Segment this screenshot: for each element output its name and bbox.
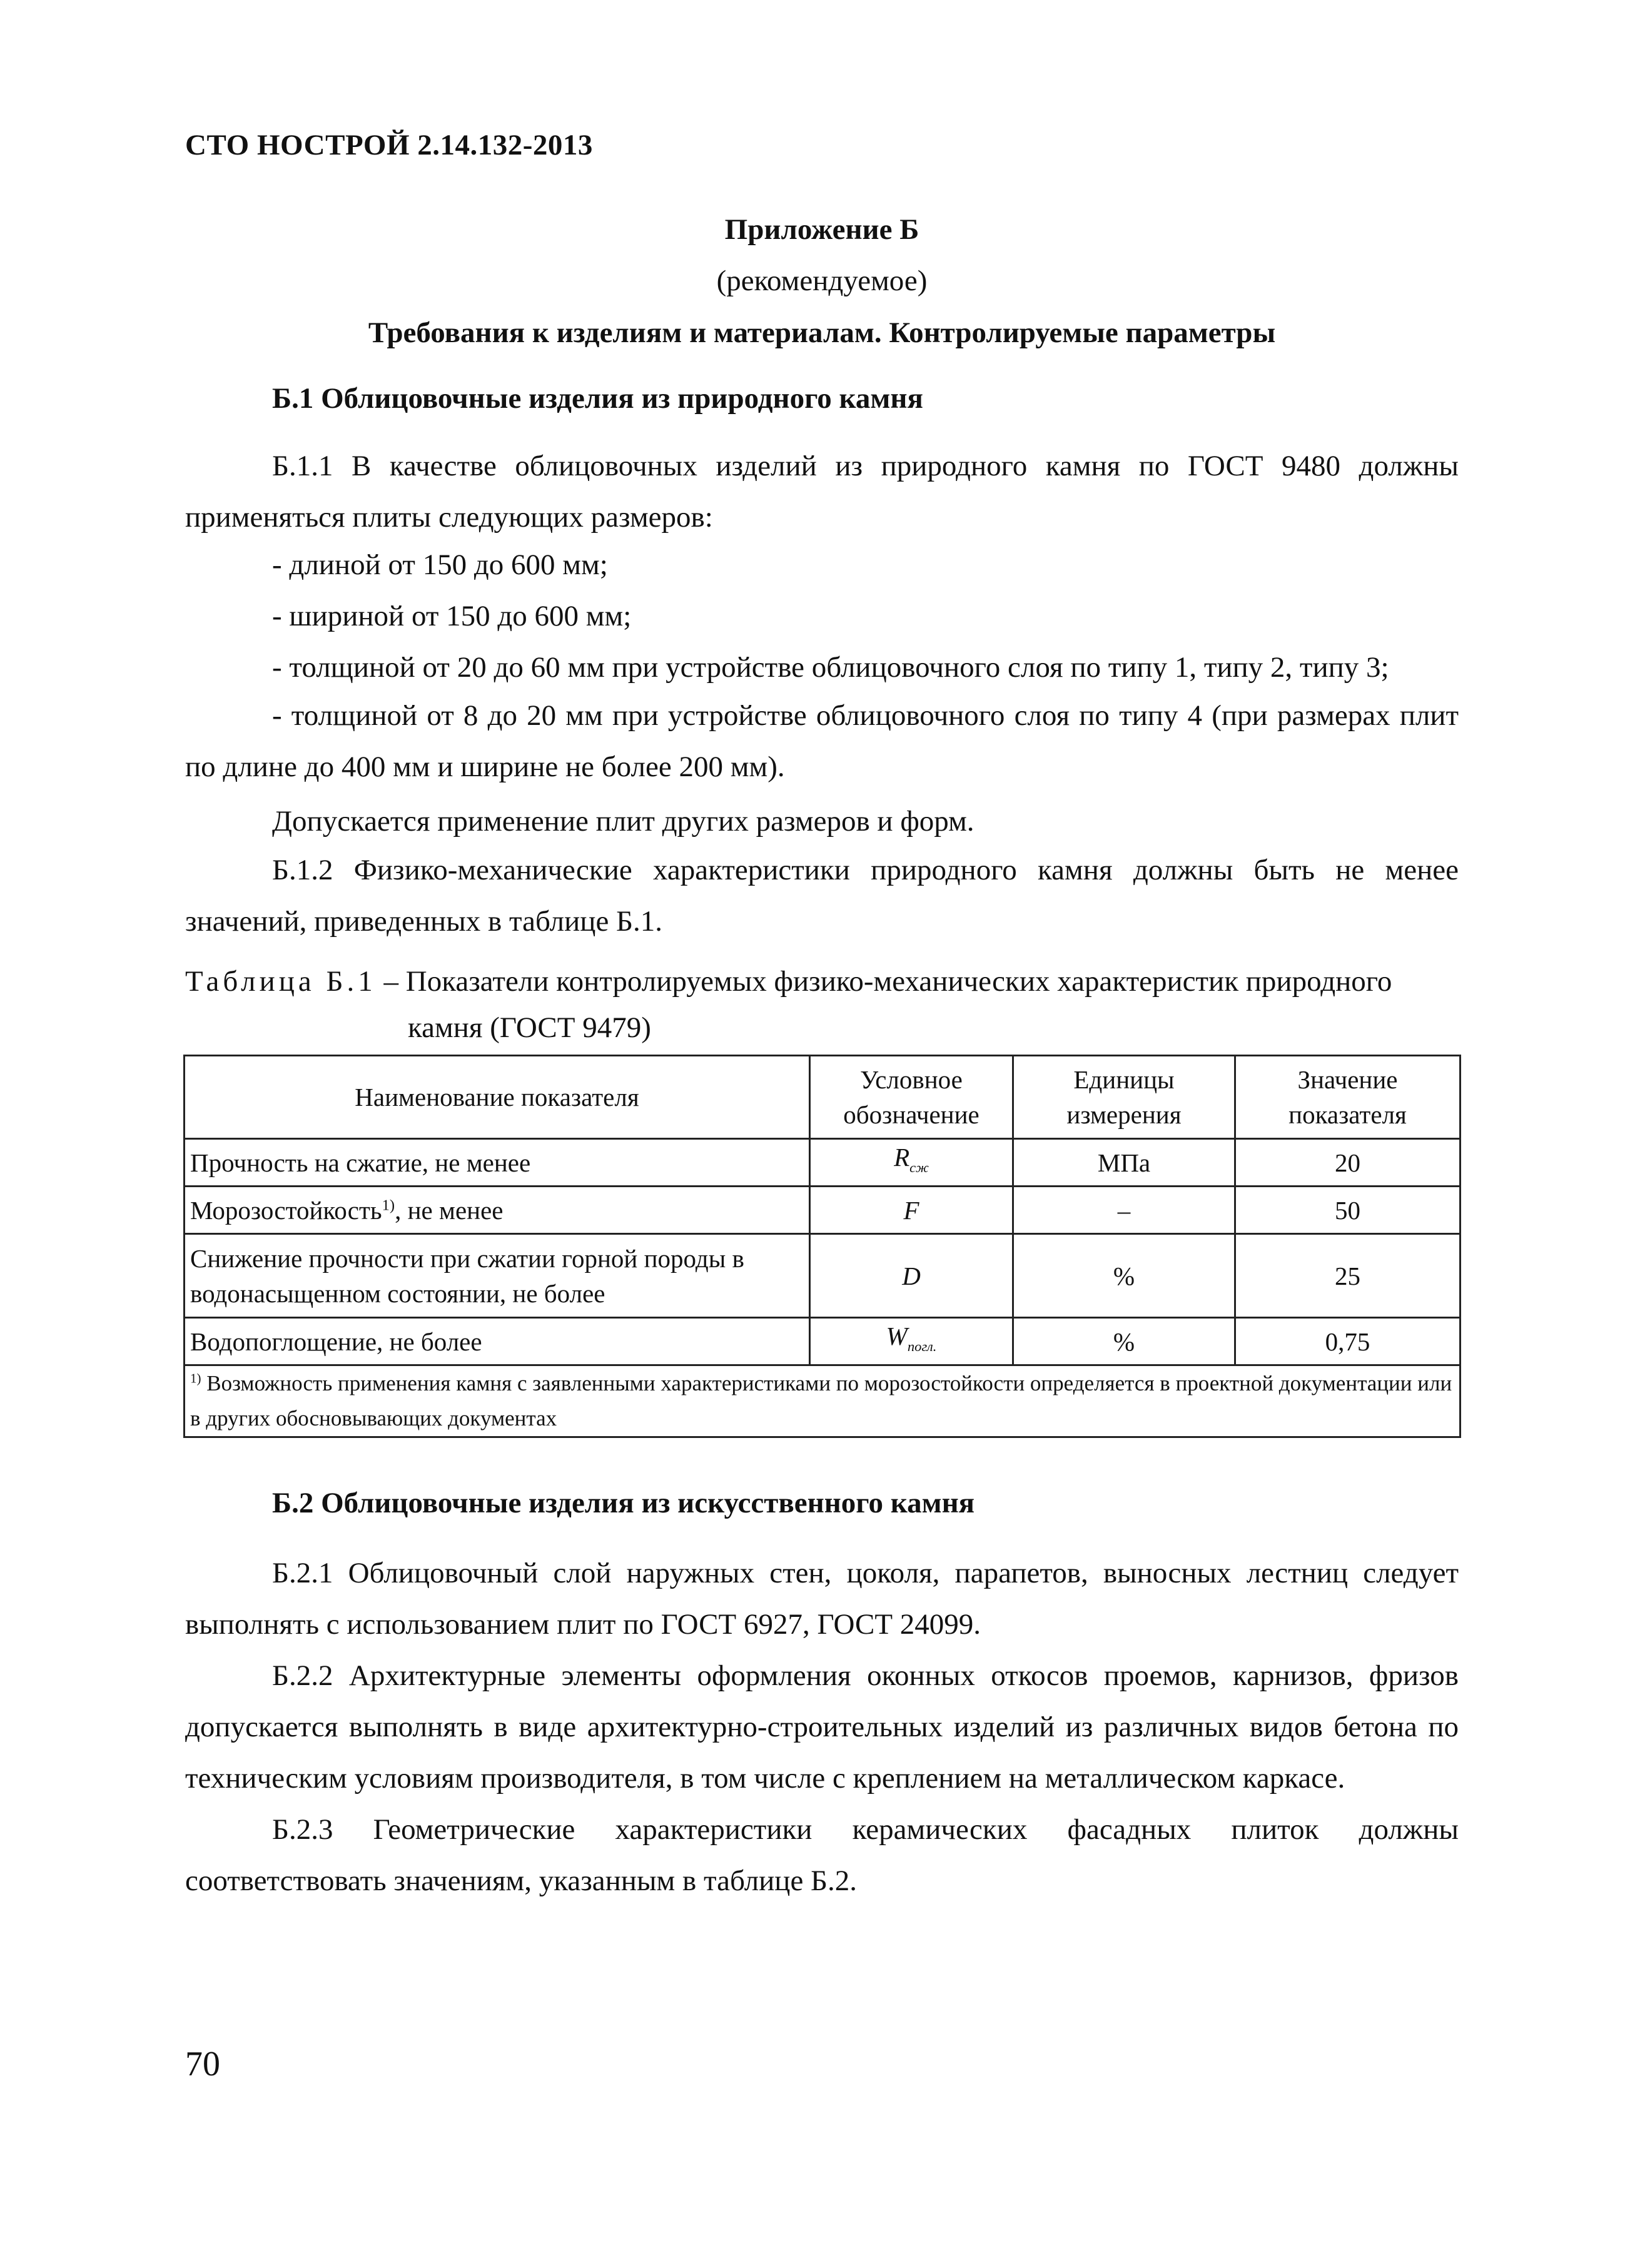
row-value: 20: [1235, 1139, 1460, 1187]
row-name: Прочность на сжатие, не менее: [185, 1139, 810, 1187]
list-item-width: - шириной от 150 до 600 мм;: [272, 600, 632, 632]
table-row: [185, 1187, 1460, 1234]
row-unit: %: [1013, 1318, 1235, 1365]
paragraph-b1-1: Б.1.1 В качестве облицовочных изделий из природного камня по ГОСТ 9480 должны применяться плиты следующих размеров:: [185, 450, 1459, 534]
section-b2-title: Б.2 Облицовочные изделия из искусственного камня: [272, 1487, 975, 1519]
header-cell-value: Значение показателя: [1235, 1056, 1460, 1139]
document-code-header: СТО НОСТРОЙ 2.14.132-2013: [185, 129, 593, 161]
list-item-length: - длиной от 150 до 600 мм;: [272, 549, 608, 581]
page-number: 70: [185, 2045, 220, 2083]
table-caption-text: – Показатели контролируемых физико-механических характеристик природного: [376, 965, 1392, 998]
row-symbol: F: [810, 1187, 1013, 1234]
table-row: [185, 1318, 1460, 1365]
row-value: 25: [1235, 1234, 1460, 1318]
row-unit: %: [1013, 1234, 1235, 1318]
table-header-row: [185, 1056, 1460, 1139]
row-name: Снижение прочности при сжатии горной породы в водонасыщенном состоянии, не более: [185, 1234, 810, 1318]
paragraph-other-sizes: Допускается применение плит других размеров и форм.: [272, 805, 974, 838]
header-cell-unit: Единицы измерения: [1013, 1056, 1235, 1139]
section-b1-title: Б.1 Облицовочные изделия из природного камня: [272, 382, 923, 415]
list-item-thickness-2: - толщиной от 8 до 20 мм при устройстве облицовочного слоя по типу 4 (при размерах плит по длине до 400 мм и ширине не более 200 мм).: [185, 699, 1459, 783]
row-unit: МПа: [1013, 1139, 1235, 1187]
table-caption: [185, 961, 1459, 1002]
row-symbol: D: [810, 1234, 1013, 1318]
row-symbol: $R_{сж}$: [810, 1139, 1013, 1187]
row-name: Морозостойкость$^{1)}$, не менее: [185, 1187, 810, 1234]
paragraph-b2-3: Б.2.3 Геометрические характеристики керамических фасадных плиток должны соответствовать значениям, указанным в таблице Б.2.: [185, 1813, 1459, 1897]
table-caption-text-2: камня (ГОСТ 9479): [408, 1011, 651, 1044]
table-footnote: $^{1)}$ Возможность применения камня с заявленными характеристиками по морозостойкости определяется в проектной документации или в других обосновывающих документах: [185, 1365, 1460, 1437]
appendix-status: (рекомендуемое): [716, 265, 928, 297]
row-symbol: $W_{погл.}$: [810, 1318, 1013, 1365]
row-unit: –: [1013, 1187, 1235, 1234]
properties-table: [183, 1055, 1461, 1438]
header-cell-symbol: Условное обозначение: [810, 1056, 1013, 1139]
table-caption-label: Таблица Б.1: [185, 965, 377, 998]
table-row: [185, 1139, 1460, 1187]
appendix-heading: Требования к изделиям и материалам. Контролируемые параметры: [368, 316, 1276, 349]
row-value: 0,75: [1235, 1318, 1460, 1365]
paragraph-b1-2: Б.1.2 Физико-механические характеристики природного камня должны быть не менее значений, приведенных в таблице Б.1.: [185, 854, 1459, 938]
row-name: Водопоглощение, не более: [185, 1318, 810, 1365]
list-item-thickness-1: - толщиной от 20 до 60 мм при устройстве облицовочного слоя по типу 1, типу 2, типу 3;: [272, 651, 1389, 684]
appendix-title: Приложение Б: [724, 213, 919, 246]
paragraph-b2-1: Б.2.1 Облицовочный слой наружных стен, цоколя, парапетов, выносных лестниц следует выполнять с использованием плит по ГОСТ 6927, ГОСТ 24099.: [185, 1557, 1459, 1641]
table-footnote-row: [185, 1365, 1460, 1437]
table-row: [185, 1234, 1460, 1318]
paragraph-b2-2: Б.2.2 Архитектурные элементы оформления оконных откосов проемов, карнизов, фризов допускается выполнять в виде архитектурно-строительных изделий из различных видов бетона по техническим условиям производителя, в том числе с креплением на металлическом каркасе.: [185, 1659, 1459, 1795]
row-value: 50: [1235, 1187, 1460, 1234]
header-cell-name: Наименование показателя: [185, 1056, 810, 1139]
